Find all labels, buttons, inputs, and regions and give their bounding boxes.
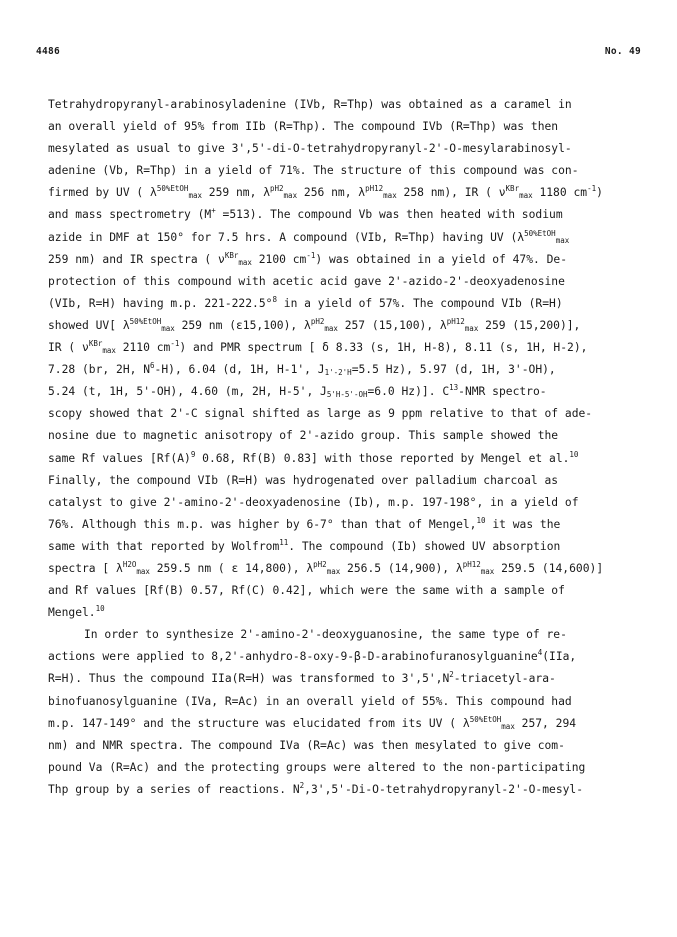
- text-line: an overall yield of 95% from IIb (R=Thp). The compound IVb (R=Thp) was then: [48, 120, 559, 134]
- text-line: same with that reported by Wolfrom$^{11}$. The compound (Ib) showed UV absorption: [48, 537, 561, 553]
- text-line: m.p. 147-149° and the structure was elucidated from its UV ( $\lambda^{50\%EtOH}_{max}$ 257, 294: [48, 714, 577, 731]
- text-line: Mengel.$^{10}$: [48, 604, 105, 620]
- text-line: nosine due to magnetic anisotropy of 2'-azido group. This sample showed the: [48, 429, 559, 443]
- text-line: mesylated as usual to give 3',5'-di-O-tetrahydropyranyl-2'-O-mesylarabinosyl-: [48, 142, 572, 156]
- text-line: spectra [ $\lambda^{H2O}_{max}$ 259.5 nm ( ε 14,800), $\lambda^{pH2}_{max}$ 256.5 (14,900), $\lambda^{pH12}_{max}$ 259.5 (14,600)]: [48, 559, 604, 576]
- text-line: same Rf values [$Rf(A)^9$ 0.68, Rf(B) 0.83] with those reported by Mengel et al.$^{10}$: [48, 449, 579, 465]
- text-line: Tetrahydropyranyl-arabinosyladenine (IVb, R=Thp) was obtained as a caramel in: [48, 98, 572, 111]
- article-body: [48, 94, 634, 801]
- text-line: IR ( $\nu^{KBr}_{max}$ 2110 $cm^{-1}$) and PMR spectrum [ δ 8.33 (s, 1H, H-8), 8.11 (s, 1H, H-2),: [48, 339, 588, 356]
- text-line: showed UV[ $\lambda^{50\%EtOH}_{max}$ 259 nm (ε15,100), $\lambda^{pH2}_{max}$ 257 (15,100), $\lambda^{pH12}_{max}$ 259 (15,200)],: [48, 316, 581, 333]
- text-line: catalyst to give 2'-amino-2'-deoxyadenosine (Ib), m.p. 197-198°, in a yield of: [48, 495, 579, 509]
- text-line: binofuanosylguanine (IVa, R=Ac) in an overall yield of 55%. This compound had: [48, 694, 572, 708]
- text-line: (VIb, R=H) having m.p. 221-222.5°$^8$ in a yield of 57%. The compound VIb (R=H): [48, 294, 563, 310]
- text-line: adenine (Vb, R=Thp) in a yield of 71%. The structure of this compound was con-: [48, 164, 579, 178]
- text-line: firmed by UV ( $\lambda^{50\%EtOH}_{max}$ 259 nm, $\lambda^{pH2}_{max}$ 256 nm, $\lambda^{pH12}_{max}$ 258 nm), IR ( $\nu^{KBr}_{max}$ 1180 $cm^{-1}$): [48, 184, 603, 201]
- page-number: 4486: [36, 46, 61, 57]
- text-line: 76%. Although this m.p. was higher by 6-7° than that of Mengel,$^{10}$ it was the: [48, 515, 561, 531]
- text-line: and Rf values [Rf(B) 0.57, Rf(C) 0.42], which were the same with a sample of: [48, 584, 565, 598]
- text-line: pound Va (R=Ac) and the protecting groups were altered to the non-participating: [48, 760, 586, 774]
- text-line: scopy showed that 2'-C signal shifted as large as 9 ppm relative to that of ade-: [48, 407, 593, 421]
- text-line: protection of this compound with acetic acid gave 2'-azido-2'-deoxyadenosine: [48, 274, 565, 288]
- text-line: In order to synthesize 2'-amino-2'-deoxyguanosine, the same type of re-: [84, 628, 567, 642]
- page-header: [36, 46, 641, 60]
- text-line: R=H). Thus the compound IIa(R=H) was transformed to $3',5',N^2-triacetyl-ara-$: [48, 670, 556, 686]
- text-line: actions were applied to 8,2'-anhydro-8-oxy-9-β-D-arabinofuranosylguanine$^4$(IIa,: [48, 648, 577, 664]
- text-line: Finally, the compound VIb (R=H) was hydrogenated over palladium charcoal as: [48, 473, 559, 487]
- text-line: nm) and NMR spectra. The compound IVa (R=Ac) was then mesylated to give com-: [48, 738, 565, 752]
- text-line: 259 nm) and IR spectra ( $\nu^{KBr}_{max}$ 2100 $cm^{-1}$) was obtained in a yield of 47%. De-: [48, 250, 568, 267]
- text-line: 7.28 (br, 2H, $N^6-H$), 6.04 (d, 1H, H-1', $J_{1'-2'H}=5.5$ Hz), 5.97 (d, 1H, 3'-OH),: [48, 361, 556, 378]
- issue-number: No. 49: [604, 46, 641, 57]
- text-line: Thp group by a series of reactions. $N^2,3',5'-Di-O-tetrahydropyranyl-2'-O-mesyl-$: [48, 780, 584, 796]
- text-line: and mass spectrometry (M+ =513). The compound Vb was then heated with sodium: [48, 206, 563, 222]
- text-line: azide in DMF at 150° for 7.5 hrs. A compound (VIb, R=Thp) having UV ($\lambda^{50\%EtOH}_{max}$: [48, 228, 570, 245]
- text-line: 5.24 (t, 1H, 5'-OH), 4.60 (m, 2H, H-5', $J_{5'H-5'-OH}=6.0$ Hz)]. $C^{13}$-NMR spectro-: [48, 383, 547, 400]
